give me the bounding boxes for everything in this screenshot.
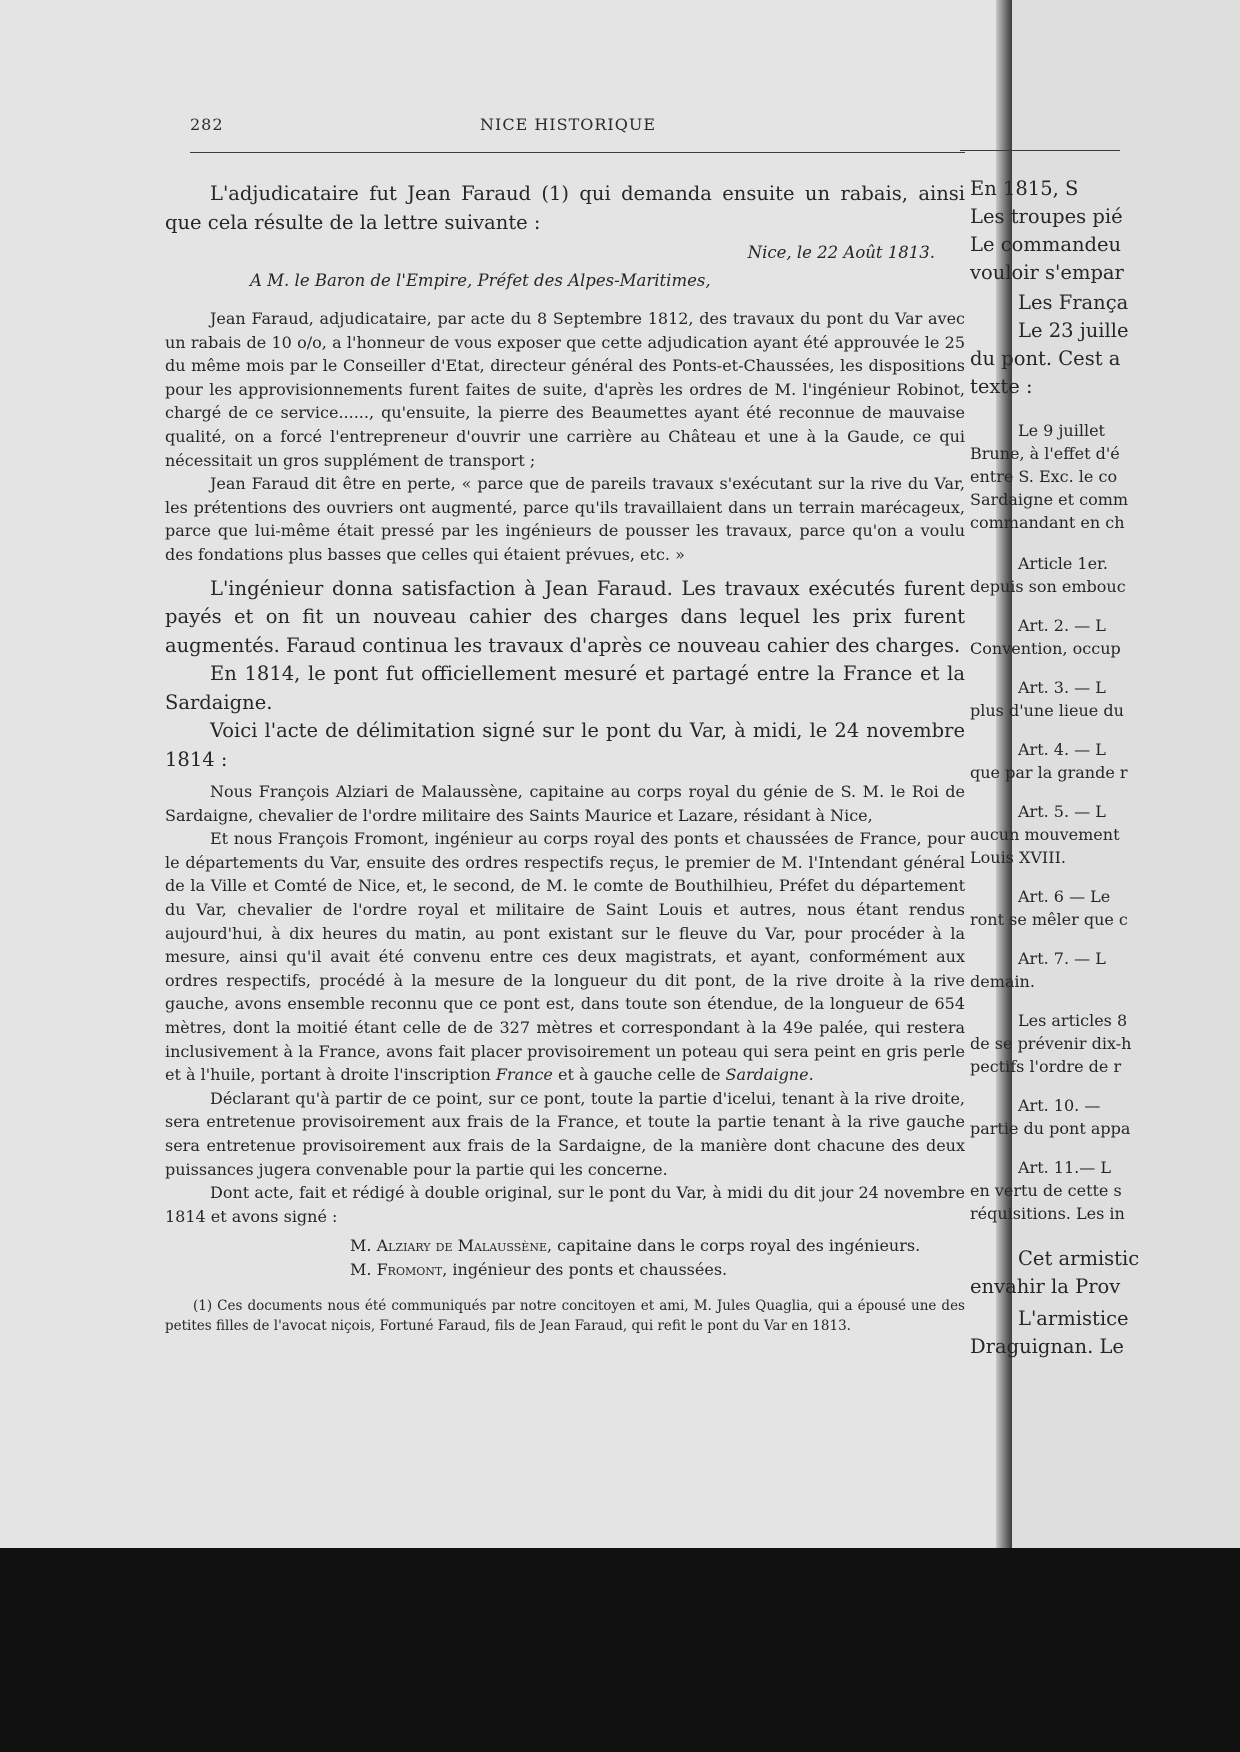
right-page-line: Draguignan. Le [970, 1335, 1124, 1358]
acte-paragraph-2 [165, 827, 965, 1087]
right-page-line: en vertu de cette s [970, 1181, 1122, 1200]
right-page-line: Cet armistic [1018, 1247, 1140, 1270]
acte-paragraph-2-text: Et nous François Fromont, ingénieur au corps royal des ponts et chaussées de France, pour le départements du Var, ensuite des ordres respectifs reçus, le premier de M. l'Intendant général de la Ville et Comté de Nice, et, le second, de M. le comte de Bouthilhieu, Préfet du département du Var, chevalier de l'ordre royal et militaire de Saint Louis et autres, nous étant rendus aujourd'hui, à dix heures du matin, au pont existant sur le fleuve du Var, pour procéder à la mesure, ainsi qu'il avait été convenu entre ces deux magistrats, et ayant, conformément aux ordres respectifs, procédé à la mesure de la longueur du dit pont, de la rive droite à la rive gauche, avons ensemble reconnu que ce pont est, dans toute son étendue, de la longueur de 654 mètres, dont la moitié étant celle de de 327 mètres et correspondant à la 49e palée, qui restera inclusivement à la France, avons fait placer provisoirement un poteau qui sera peint en gris perle et à l'huile, portant à droite l'inscription [165, 829, 965, 1085]
paragraph-1814: En 1814, le pont fut officiellement mesuré et partagé entre la France et la Sardaigne. [165, 662, 965, 714]
right-page-line: vouloir s'empar [970, 261, 1124, 284]
header-rule-right [960, 150, 1120, 151]
signatory-name: Alziary de Malaussène [376, 1236, 547, 1256]
right-page-line: Art. 11.— L [1018, 1158, 1111, 1177]
signature-prefix: M. [350, 1236, 377, 1256]
letter-paragraph-1: Jean Faraud, adjudicataire, par acte du 8 Septembre 1812, des travaux du pont du Var avec un rabais de 10 o/o, a l'honneur de vous exposer que cette adjudication ayant été approuvée le 25 du même mois par le Conseiller d'Etat, directeur général des Ponts-et-Chaussées, les dispositions pour les approvisionnements furent faites de suite, d'après les ordres de M. l'ingénieur Robinot, chargé de ce service......, qu'ensuite, la pierre des Beaumettes ayant été reconnue de mauvaise qualité, on a forcé l'entrepreneur d'ouvrir une carrière au Château et une à la Gaude, ce qui nécessitait un gros supplément de transport ; [165, 309, 965, 470]
signatory-name: Fromont [376, 1260, 443, 1280]
right-page-line: pectifs l'ordre de r [970, 1057, 1122, 1076]
acte-paragraph-4: Dont acte, fait et rédigé à double original, sur le pont du Var, à midi du dit jour 24 novembre 1814 et avons signé : [165, 1183, 965, 1226]
right-page-line: Brune, à l'effet d'é [970, 444, 1120, 463]
right-page-line: plus d'une lieue du [970, 701, 1124, 720]
right-page-line: Art. 10. — [1018, 1096, 1101, 1115]
acte-paragraph-2-end: . [808, 1065, 814, 1085]
right-page-line: envahir la Prov [970, 1275, 1121, 1298]
right-page-line: Sardaigne et comm [970, 490, 1129, 509]
right-page-line: que par la grande r [970, 763, 1128, 782]
right-page-line: En 1815, S [970, 177, 1079, 200]
right-page-line: Article 1er. [1018, 554, 1109, 573]
letter-paragraph-2: Jean Faraud dit être en perte, « parce que de pareils travaux s'exécutant sur la rive du Var, les prétentions des ouvriers ont augmenté, parce qu'ils travaillaient dans un terrain marécageux, parce que lui-même était pressé par les ingénieurs de pousser les travaux, parce qu'on a voulu des fondations plus basses que celles qui étaient prévues, etc. » [165, 474, 965, 564]
right-page-line: L'armistice [1018, 1307, 1129, 1330]
right-page-line: Art. 6 — Le [1018, 887, 1111, 906]
right-page-line: partie du pont appa [970, 1119, 1131, 1138]
inscription-sardaigne: Sardaigne [725, 1065, 809, 1085]
letter-dateline: Nice, le 22 Août 1813. [747, 243, 935, 262]
spacer [165, 567, 965, 575]
right-page-line: Louis XVIII. [970, 848, 1066, 867]
signatory-title: , ingénieur des ponts et chaussées. [442, 1260, 728, 1280]
right-page-line: demain. [970, 972, 1035, 991]
right-page-line: Les troupes pié [970, 205, 1123, 228]
right-page-line: ront se mêler que c [970, 910, 1128, 929]
right-page-line: de se prévenir dix-h [970, 1034, 1132, 1053]
right-page-line: Les articles 8 [1018, 1011, 1128, 1030]
signature-prefix: M. [350, 1260, 377, 1280]
footnote: (1) Ces documents nous été communiqués par notre concitoyen et ami, M. Jules Quaglia, qui a épousé une des petites filles de l'avocat niçois, Fortuné Faraud, fils de Jean Faraud, qui refit le pont du Var en 1813. [165, 1298, 965, 1335]
journal-title: NICE HISTORIQUE [480, 115, 656, 134]
signature-malaussene [350, 1234, 965, 1258]
signature-fromont [350, 1258, 965, 1282]
right-page-column [970, 175, 1200, 1361]
right-page-line: Art. 5. — L [1018, 802, 1106, 821]
page-body [165, 180, 965, 1336]
right-page-line: Le 23 juille [1018, 319, 1129, 342]
scan-background [0, 1548, 1240, 1752]
right-page-line: texte : [970, 375, 1033, 398]
signatory-title: , capitaine dans le corps royal des ingénieurs. [547, 1236, 921, 1256]
acte-paragraph-2-mid: et à gauche celle de [552, 1065, 726, 1085]
right-page-line: aucun mouvement [970, 825, 1120, 844]
page-number: 282 [190, 115, 224, 134]
right-page-line: entre S. Exc. le co [970, 467, 1118, 486]
right-page-line: Art. 4. — L [1018, 740, 1106, 759]
right-page [970, 0, 1240, 1552]
paragraph-acte-intro: Voici l'acte de délimitation signé sur le pont du Var, à midi, le 24 novembre 1814 : [165, 719, 965, 771]
right-page-line: Les França [1018, 291, 1129, 314]
inscription-france: France [495, 1065, 553, 1085]
paragraph-intro: L'adjudicataire fut Jean Faraud (1) qui demanda ensuite un rabais, ainsi que cela résulte de la lettre suivante : [165, 182, 965, 234]
right-page-line: Art. 7. — L [1018, 949, 1106, 968]
right-page-line: commandant en ch [970, 513, 1125, 532]
right-page-line: Art. 2. — L [1018, 616, 1106, 635]
acte-paragraph-1: Nous François Alziari de Malaussène, capitaine au corps royal du génie de S. M. le Roi de Sardaigne, chevalier de l'ordre militaire des Saints Maurice et Lazare, résidant à Nice, [165, 782, 965, 825]
paragraph-satisfaction: L'ingénieur donna satisfaction à Jean Faraud. Les travaux exécutés furent payés et on fit un nouveau cahier des charges dans lequel les prix furent augmentés. Faraud continua les travaux d'après ce nouveau cahier des charges. [165, 576, 965, 657]
right-page-line: Convention, occup [970, 639, 1121, 658]
right-page-line: Le commandeu [970, 233, 1122, 256]
right-page-line: Le 9 juillet [1018, 421, 1105, 440]
right-page-line: depuis son embouc [970, 577, 1126, 596]
header-rule [190, 152, 965, 153]
right-page-line: réquisitions. Les in [970, 1204, 1125, 1223]
right-page-line: du pont. Cest a [970, 347, 1121, 370]
right-page-line: Art. 3. — L [1018, 678, 1106, 697]
running-head [190, 115, 965, 137]
letter-addressee: A M. le Baron de l'Empire, Préfet des Alpes-Maritimes, [250, 271, 711, 290]
acte-paragraph-3: Déclarant qu'à partir de ce point, sur ce pont, toute la partie d'icelui, tenant à la rive droite, sera entretenue provisoirement aux frais de la France, et toute la partie tenant à la rive gauche sera entretenue provisoirement aux frais de la Sardaigne, de la manière dont chacune des deux puissances jugera convenable pour la partie qui les concerne. [165, 1088, 965, 1179]
